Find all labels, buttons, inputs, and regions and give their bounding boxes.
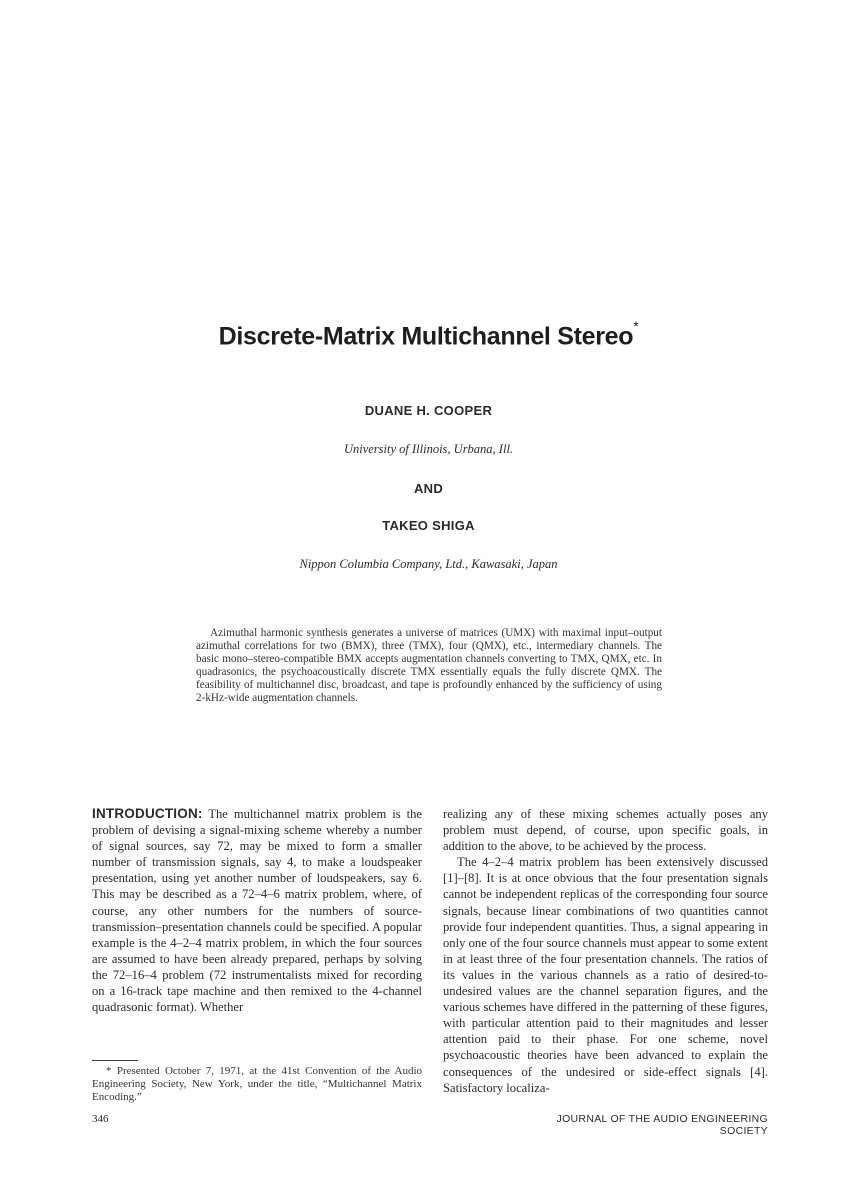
footnote-text: * Presented October 7, 1971, at the 41st Convention of the Audio Engineering Society, New York, under the title, “Multichannel Matrix Encoding.” [92,1065,422,1103]
title-footnote-mark: * [633,318,639,334]
author-1: DUANE H. COOPER [364,403,493,418]
body-paragraph-1: realizing any of these mixing schemes actually poses any problem must depend, of course, upon specific goals, in addition to the above, to be achieved by the process. [443,807,768,854]
body-text-left: The multichannel matrix problem is the problem of devising a signal-mixing scheme whereby a number of signal sources, say 72, may be mixed to form a smaller number of transmission signals, say 4, to make a loudspeaker presentation, using yet another number of loudspeakers, say 6. This may be described as a 72–4–6 matrix problem, where, of course, any other numbers for the numbers of source-transmission–presentation channels could be specified. A popular example is the 4–2–4 matrix problem, in which the four sources are assumed to have been already prepared, perhaps by solving the 72–16–4 problem (72 instrumentalists mixed for recording on a 16-track tape machine and then remixed to the 4-channel quadrasonic format). Whether [92,807,422,1015]
affiliation-2: Nippon Columbia Company, Ltd., Kawasaki, Japan [299,557,558,571]
page-number: 346 [92,1113,109,1125]
body-column-right [443,806,768,1096]
abstract-text: Azimuthal harmonic synthesis generates a universe of matrices (UMX) with maximal input–output azimuthal correlations for two (BMX), three (TMX), four (QMX), etc., intermediary channels. The basic mono–stereo-compatible BMX accepts augmentation channels converting to TMX, QMX, etc. In quadrasonics, the psychoacoustically discrete TMX essentially equals the fully discrete QMX. The feasibility of multichannel disc, broadcast, and tape is profoundly enhanced by the sufficiency of using 2-kHz-wide augmentation channels. [196,627,662,705]
section-heading-introduction: INTRODUCTION: [92,806,203,821]
body-column-left [92,806,422,1015]
abstract [196,627,662,706]
journal-name: JOURNAL OF THE AUDIO ENGINEERING SOCIETY [556,1113,768,1137]
affiliation-1: University of Illinois, Urbana, Ill. [343,442,514,456]
body-paragraph-2: The 4–2–4 matrix problem has been extensively discussed [1]–[8]. It is at once obvious that the four presentation signals cannot be independent replicas of the corresponding four source signals, because linear combinations of two quantities cannot provide four independent quantities. Thus, a signal appearing in only one of the four source channels must appear to some extent in at least three of the four presentation channels. The ratios of its values in the various channels as a ratio of desired-to-undesired values are the channel separation figures, and the various schemes have differed in the patterning of these figures, with particular attention paid to their magnitudes and lesser attention paid to their phase. For one scheme, novel psychoacoustic theories have been advanced to explain the consequences of the undesired or side-effect signals [4]. Satisfactory localiza- [443,855,768,1095]
author-2: TAKEO SHIGA [382,518,475,533]
footnote-rule [92,1060,138,1061]
author-conjunction: AND [413,481,444,496]
article-title: Discrete-Matrix Multichannel Stereo [218,322,634,351]
footnote [92,1065,422,1103]
article-title-block [0,318,857,351]
